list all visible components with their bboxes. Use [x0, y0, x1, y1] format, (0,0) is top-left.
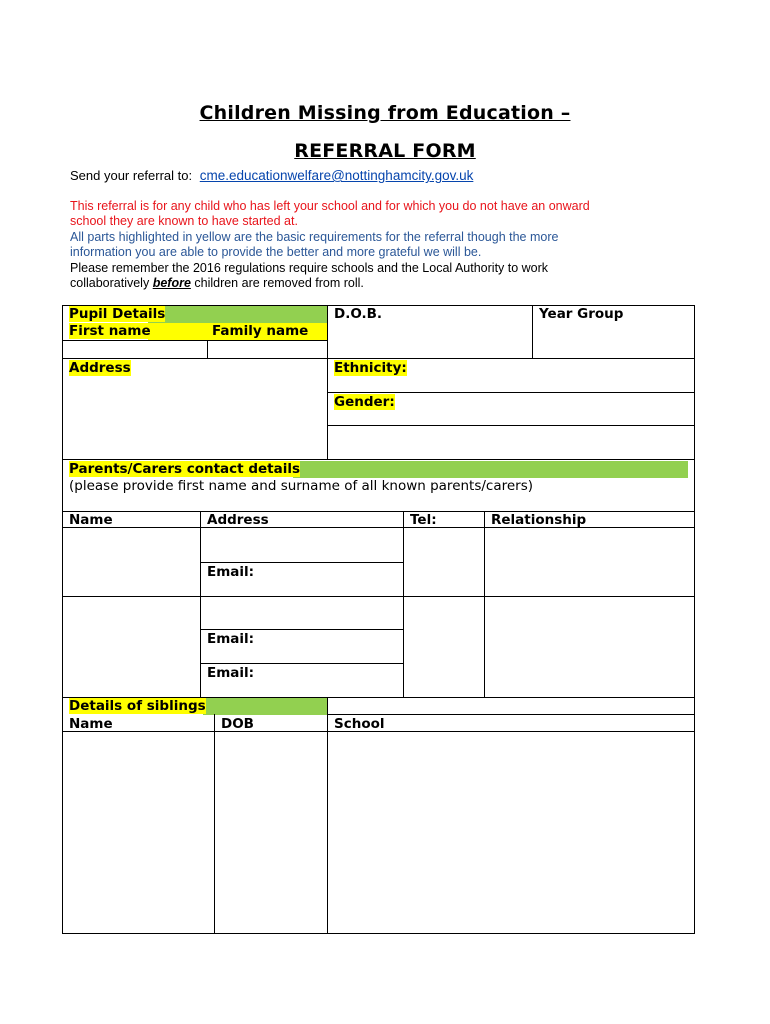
pupil-details-label: Pupil Details [69, 306, 166, 322]
parents-col-name: Name [69, 512, 113, 528]
parent1-email-label: Email: [207, 564, 255, 580]
dob-field[interactable] [329, 325, 531, 357]
send-label: Send your referral to: [70, 168, 193, 183]
parents-col-address: Address [207, 512, 269, 528]
parent1-relationship-field[interactable] [486, 529, 693, 595]
family-name-field[interactable] [209, 342, 326, 357]
parent1-tel-field[interactable] [405, 529, 483, 595]
parent1-address-field[interactable] [202, 529, 402, 561]
parent2-address-field[interactable] [202, 598, 402, 628]
siblings-green-band [203, 698, 327, 715]
ethnicity-label: Ethnicity: [334, 360, 407, 376]
parents-green-band [293, 461, 688, 478]
intro-emphasis-before: before [152, 276, 191, 290]
referral-email-link[interactable]: cme.educationwelfare@nottinghamcity.gov.uk [199, 168, 474, 183]
parents-note: (please provide first name and surname of all known parents/carers) [69, 478, 534, 494]
parent2-tel-field[interactable] [405, 598, 483, 696]
first-name-field[interactable] [64, 342, 206, 357]
intro-black-line-2 [70, 276, 364, 292]
parent2-relationship-field[interactable] [486, 598, 693, 696]
siblings-name-field[interactable] [64, 733, 213, 932]
parent1-name-field[interactable] [64, 529, 199, 595]
parent2-name-field[interactable] [64, 598, 199, 696]
year-group-field[interactable] [534, 325, 693, 357]
dob-label: D.O.B. [334, 306, 383, 322]
siblings-heading: Details of siblings [69, 698, 206, 714]
parents-col-relationship: Relationship [491, 512, 587, 528]
parent2-email-label-1: Email: [207, 631, 255, 647]
address-label: Address [69, 360, 131, 376]
siblings-col-dob: DOB [221, 716, 254, 732]
gender-label: Gender: [334, 394, 395, 410]
intro-black-post: children are removed from roll. [190, 276, 364, 290]
intro-black-line-1: Please remember the 2016 regulations require schools and the Local Authority to work [70, 261, 549, 275]
pupil-details-green-band [148, 306, 327, 323]
year-group-label: Year Group [539, 306, 624, 322]
page-subtitle: REFERRAL FORM [294, 140, 476, 162]
intro-blue-line-2: information you are able to provide the better and more grateful we will be. [70, 245, 482, 259]
first-name-label: First name [69, 323, 151, 339]
send-referral-line [70, 168, 473, 184]
siblings-col-school: School [334, 716, 385, 732]
intro-red-line-1: This referral is for any child who has left your school and for which you do not have an onward [70, 199, 590, 213]
parent2-email-label-2: Email: [207, 665, 255, 681]
intro-red-line-2: school they are known to have started at. [70, 214, 298, 228]
intro-black-pre: collaboratively [70, 276, 153, 290]
family-name-label: Family name [212, 323, 309, 339]
page-title: Children Missing from Education – [199, 102, 571, 124]
siblings-dob-field[interactable] [216, 733, 326, 932]
siblings-school-field[interactable] [329, 733, 693, 932]
siblings-col-name: Name [69, 716, 113, 732]
address-field[interactable] [64, 378, 326, 458]
parents-col-tel: Tel: [410, 512, 437, 528]
intro-blue-line-1: All parts highlighted in yellow are the basic requirements for the referral though the more [70, 230, 559, 244]
additional-pupil-field[interactable] [329, 427, 693, 458]
parents-heading: Parents/Carers contact details [69, 461, 300, 477]
